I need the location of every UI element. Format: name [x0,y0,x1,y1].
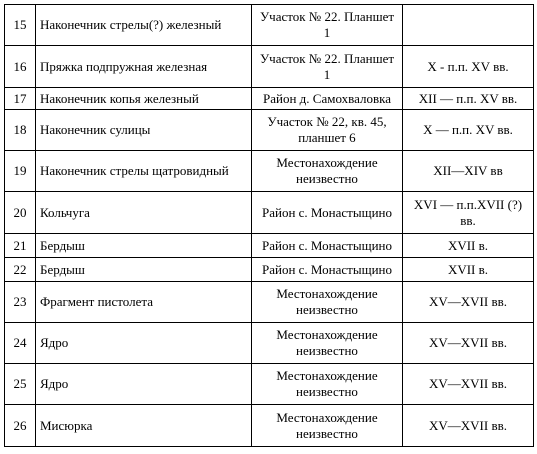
item-date: XVII в. [403,258,534,282]
table-row [5,110,534,151]
item-date: XVI — п.п.XVII (?) вв. [403,192,534,234]
row-number: 21 [5,234,36,258]
row-number: 26 [5,405,36,447]
item-name: Ядро [36,323,252,364]
table-row [5,323,534,364]
item-name: Бердыш [36,258,252,282]
row-number: 20 [5,192,36,234]
item-date: XV—XVII вв. [403,323,534,364]
item-name: Наконечник стрелы щатровидный [36,151,252,192]
artifacts-table-body [5,5,534,447]
item-date: XV—XVII вв. [403,364,534,405]
item-location: Местонахождение неизвестно [252,323,403,364]
item-location: Участок № 22, кв. 45, планшет 6 [252,110,403,151]
item-name: Бердыш [36,234,252,258]
row-number: 24 [5,323,36,364]
item-name: Фрагмент пистолета [36,282,252,323]
item-date: XII — п.п. XV вв. [403,88,534,110]
row-number: 16 [5,46,36,88]
item-location: Участок № 22. Планшет 1 [252,5,403,46]
artifacts-table [4,4,534,447]
table-row [5,5,534,46]
item-date: X — п.п. XV вв. [403,110,534,151]
item-name: Кольчуга [36,192,252,234]
item-name: Мисюрка [36,405,252,447]
item-location: Местонахождение неизвестно [252,151,403,192]
item-location: Участок № 22. Планшет 1 [252,46,403,88]
item-name: Наконечник стрелы(?) железный [36,5,252,46]
row-number: 15 [5,5,36,46]
item-date: XV—XVII вв. [403,282,534,323]
item-date: XVII в. [403,234,534,258]
item-location: Район с. Монастыщино [252,192,403,234]
item-name: Пряжка подпружная железная [36,46,252,88]
item-date [403,5,534,46]
table-row [5,282,534,323]
row-number: 22 [5,258,36,282]
table-row [5,405,534,447]
row-number: 17 [5,88,36,110]
item-name: Ядро [36,364,252,405]
item-location: Район с. Монастыщино [252,258,403,282]
item-location: Местонахождение неизвестно [252,364,403,405]
table-row [5,192,534,234]
table-row [5,46,534,88]
item-location: Местонахождение неизвестно [252,282,403,323]
item-location: Район д. Самохваловка [252,88,403,110]
row-number: 23 [5,282,36,323]
item-name: Наконечник копья железный [36,88,252,110]
item-location: Район с. Монастыщино [252,234,403,258]
item-date: X - п.п. XV вв. [403,46,534,88]
table-row [5,88,534,110]
row-number: 25 [5,364,36,405]
item-name: Наконечник сулицы [36,110,252,151]
row-number: 19 [5,151,36,192]
table-row [5,258,534,282]
table-row [5,234,534,258]
row-number: 18 [5,110,36,151]
table-row [5,151,534,192]
item-location: Местонахождение неизвестно [252,405,403,447]
item-date: XII—XIV вв [403,151,534,192]
item-date: XV—XVII вв. [403,405,534,447]
table-row [5,364,534,405]
